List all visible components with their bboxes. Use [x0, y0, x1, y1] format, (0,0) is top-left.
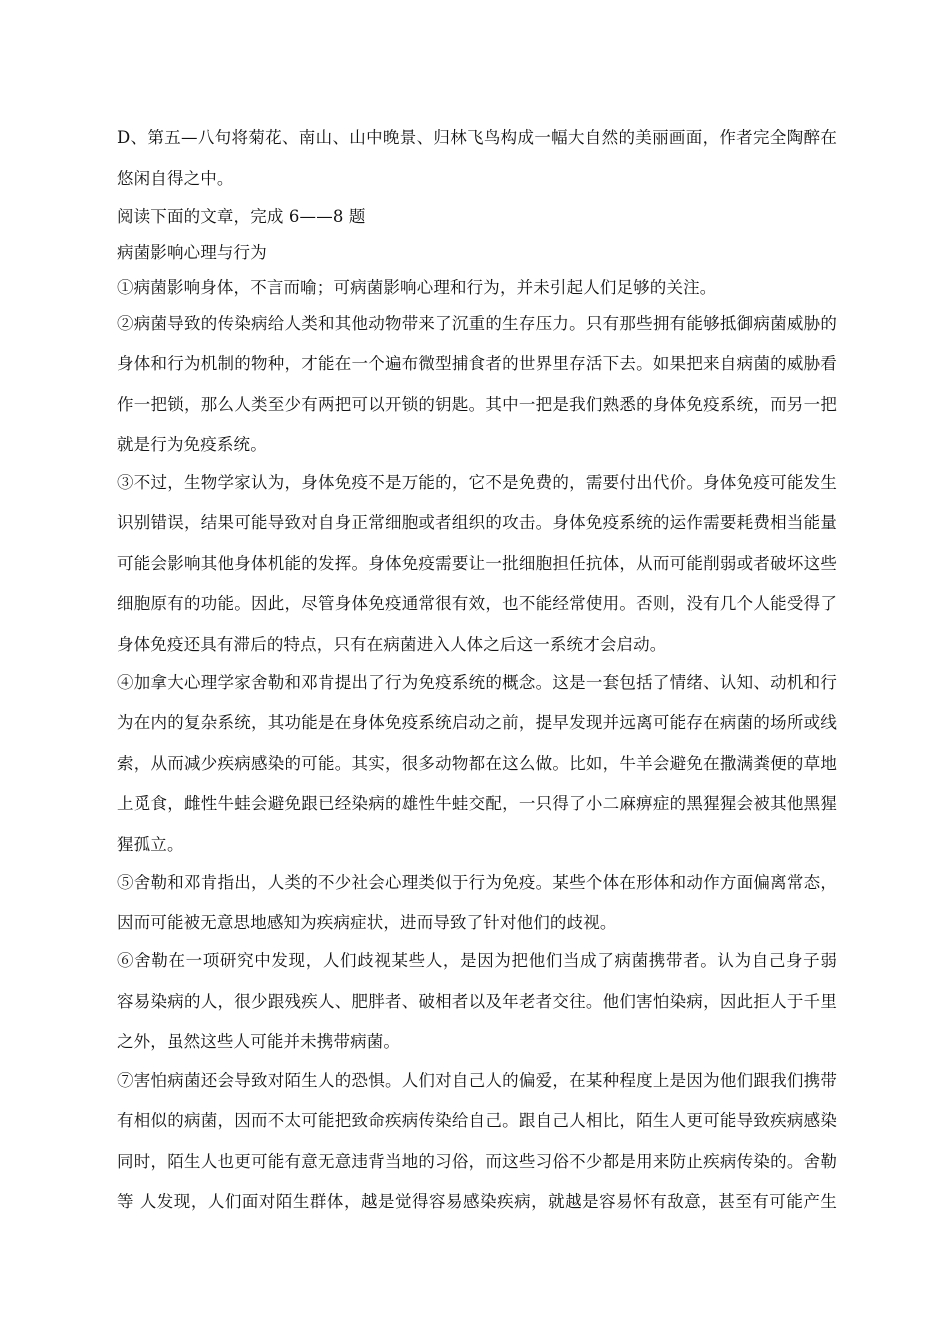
paragraph-4-line-1: ④加拿大心理学家舍勒和邓肯提出了行为免疫系统的概念。这是一套包括了情绪、认知、动机和行 — [117, 673, 837, 692]
paragraph-5-line-2: 因而可能被无意思地感知为疾病症状，进而导致了针对他们的歧视。 — [117, 913, 617, 932]
paragraph-4-line-2: 为在内的复杂系统，其功能是在身体免疫系统启动之前，提早发现并远离可能存在病菌的场所或线 — [117, 713, 837, 732]
paragraph-7-line-4: 等 人发现，人们面对陌生群体，越是觉得容易感染疾病，就越是容易怀有敌意，甚至有可能产生 — [117, 1192, 837, 1211]
article-title: 病菌影响心理与行为 — [117, 243, 267, 262]
paragraph-4-line-3: 索，从而减少疾病感染的可能。其实，很多动物都在这么做。比如，牛羊会避免在撒满粪便的草地 — [117, 754, 837, 773]
paragraph-3-line-1: ③不过，生物学家认为，身体免疫不是万能的，它不是免费的，需要付出代价。身体免疫可能发生 — [117, 473, 837, 492]
paragraph-7-line-2: 有相似的病菌，因而不太可能把致命疾病传染给自己。跟自己人相比，陌生人更可能导致疾病感染 — [117, 1111, 837, 1130]
paragraph-6-line-1: ⑥舍勒在一项研究中发现，人们歧视某些人，是因为把他们当成了病菌携带者。认为自己身子弱 — [117, 951, 837, 970]
paragraph-6-line-2: 容易染病的人，很少跟残疾人、肥胖者、破相者以及年老者交往。他们害怕染病，因此拒人于千里 — [117, 992, 837, 1011]
option-d-line-2: 悠闲自得之中。 — [117, 169, 234, 188]
paragraph-4-line-5: 猩孤立。 — [117, 835, 184, 854]
paragraph-1-line-1: ①病菌影响身体，不言而喻；可病菌影响心理和行为，并未引起人们足够的关注。 — [117, 278, 717, 297]
paragraph-5-line-1: ⑤舍勒和邓肯指出，人类的不少社会心理类似于行为免疫。某些个体在形体和动作方面偏离常态， — [117, 873, 837, 892]
paragraph-7-line-3: 同时，陌生人也更可能有意无意违背当地的习俗，而这些习俗不少都是用来防止疾病传染的。舍勒 — [117, 1152, 837, 1171]
option-d-line-1: D、第五—八句将菊花、南山、山中晚景、归林飞鸟构成一幅大自然的美丽画面，作者完全陶醉在 — [117, 128, 837, 147]
paragraph-2-line-1: ②病菌导致的传染病给人类和其他动物带来了沉重的生存压力。只有那些拥有能够抵御病菌威胁的 — [117, 314, 837, 333]
paragraph-2-line-4: 就是行为免疫系统。 — [117, 435, 267, 454]
paragraph-3-line-4: 细胞原有的功能。因此，尽管身体免疫通常很有效，也不能经常使用。否则，没有几个人能受得了 — [117, 594, 837, 613]
paragraph-3-line-5: 身体免疫还具有滞后的特点，只有在病菌进入人体之后这一系统才会启动。 — [117, 635, 667, 654]
paragraph-3-line-3: 可能会影响其他身体机能的发挥。身体免疫需要让一批细胞担任抗体，从而可能削弱或者破坏这些 — [117, 554, 837, 573]
paragraph-6-line-3: 之外，虽然这些人可能并未携带病菌。 — [117, 1032, 401, 1051]
paragraph-2-line-2: 身体和行为机制的物种，才能在一个遍布微型捕食者的世界里存活下去。如果把来自病菌的威胁看 — [117, 354, 837, 373]
paragraph-3-line-2: 识别错误，结果可能导致对自身正常细胞或者组织的攻击。身体免疫系统的运作需要耗费相当能量 — [117, 513, 837, 532]
paragraph-2-line-3: 作一把锁，那么人类至少有两把可以开锁的钥匙。其中一把是我们熟悉的身体免疫系统，而另一把 — [117, 395, 837, 414]
paragraph-4-line-4: 上觅食，雌性牛蛙会避免跟已经染病的雄性牛蛙交配，一只得了小二麻痹症的黑猩猩会被其他黑猩 — [117, 794, 837, 813]
reading-instruction: 阅读下面的文章，完成 6——8 题 — [117, 207, 366, 226]
paragraph-7-line-1: ⑦害怕病菌还会导致对陌生人的恐惧。人们对自己人的偏爱，在某种程度上是因为他们跟我们携带 — [117, 1071, 837, 1090]
